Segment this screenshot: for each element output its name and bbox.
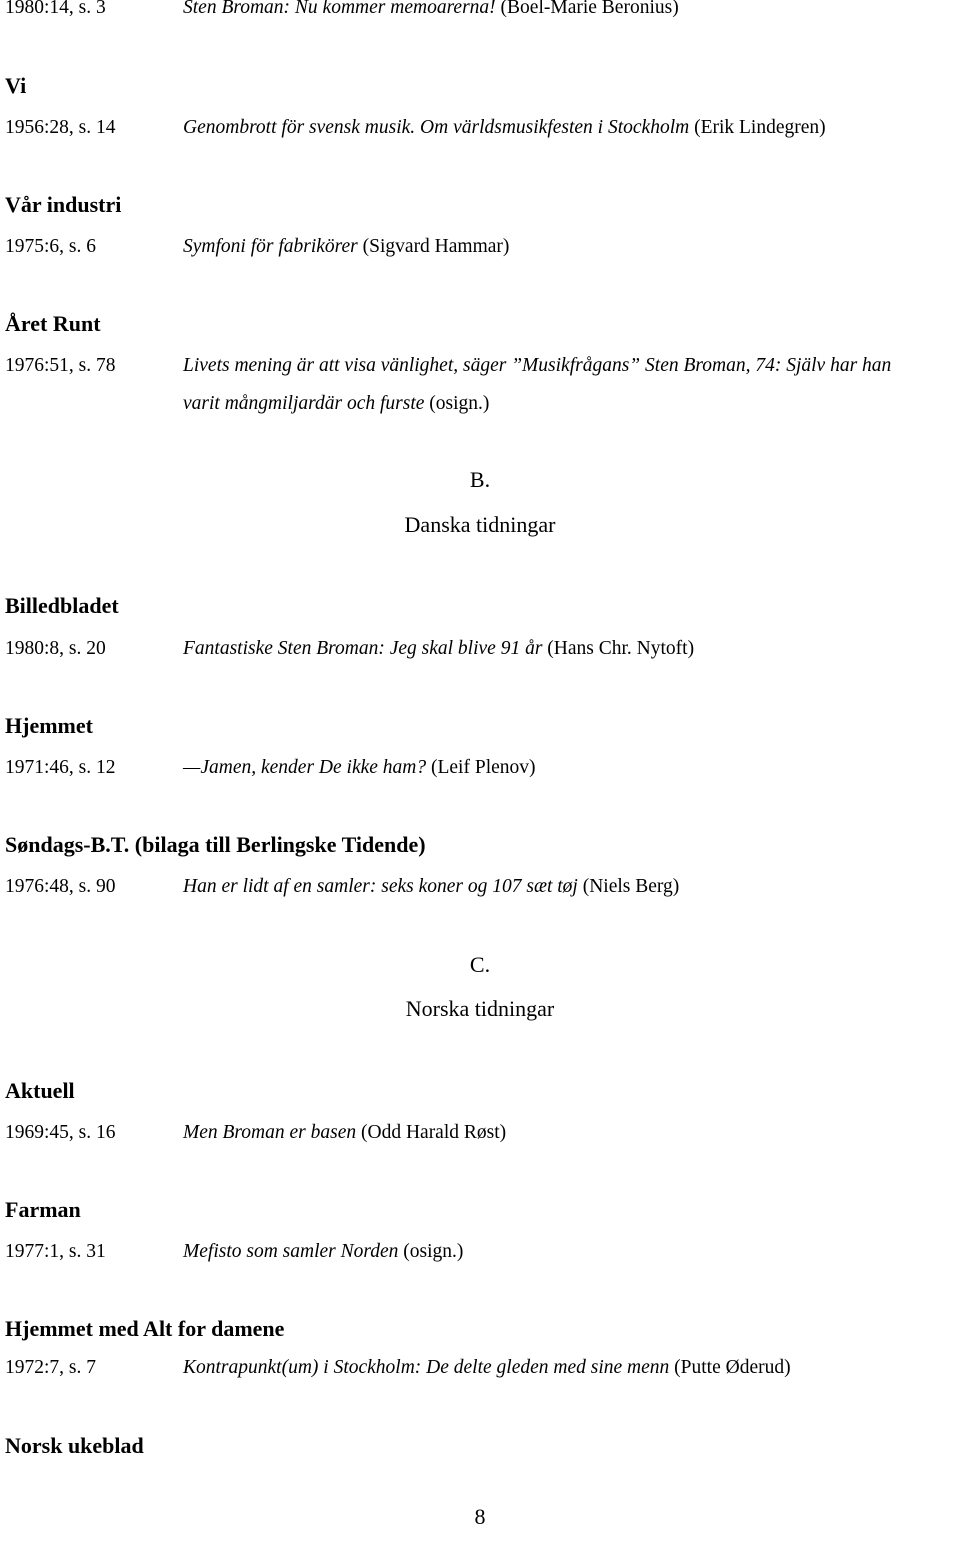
section-title-danska: Danska tidningar xyxy=(404,512,556,537)
section-letter-c: C. xyxy=(469,952,491,977)
entry-title-line xyxy=(183,1350,791,1386)
entry-title-line xyxy=(183,750,536,786)
entry-title: Symfoni för fabrikörer xyxy=(183,236,358,257)
entry-reference: 1980:14, s. 3 xyxy=(5,0,106,18)
publication-heading-hjemmet: Hjemmet xyxy=(5,713,93,738)
publication-heading-var-industri: Vår industri xyxy=(5,192,122,217)
entry-author: (Niels Berg) xyxy=(582,876,680,897)
entry-reference: 1976:51, s. 78 xyxy=(5,355,116,376)
entry-title-line xyxy=(183,229,509,265)
entry-author: (Leif Plenov) xyxy=(431,757,536,778)
page-number: 8 xyxy=(474,1504,486,1529)
entry-reference: 1972:7, s. 7 xyxy=(5,1357,97,1378)
publication-heading-sondags-bt: Søndags-B.T. (bilaga till Berlingske Tidende) xyxy=(5,832,426,857)
entry-title: Men Broman er basen xyxy=(183,1122,357,1143)
entry-author: (osign.) xyxy=(429,393,490,414)
publication-heading-farman: Farman xyxy=(5,1197,81,1222)
entry-title: Sten Broman: Nu kommer memoarerna! xyxy=(183,0,496,18)
entry-title: Fantastiske Sten Broman: Jeg skal blive 91 år xyxy=(183,638,543,659)
publication-heading-vi: Vi xyxy=(5,73,27,98)
entry-title: Livets mening är att visa vänlighet, säger ”Musikfrågans” Sten Broman, 74: Själv har han xyxy=(183,355,892,376)
entry-reference: 1977:1, s. 31 xyxy=(5,1241,106,1262)
entry-title-line xyxy=(183,1234,463,1270)
entry-author: (Hans Chr. Nytoft) xyxy=(547,638,695,659)
publication-heading-billedbladet: Billedbladet xyxy=(5,593,119,618)
entry-title: Mefisto som samler Norden xyxy=(183,1241,399,1262)
entry-title: —Jamen, kender De ikke ham? xyxy=(183,757,427,778)
entry-reference: 1956:28, s. 14 xyxy=(5,117,116,138)
publication-heading-hjemmet-alt: Hjemmet med Alt for damene xyxy=(5,1316,285,1341)
entry-reference: 1969:45, s. 16 xyxy=(5,1122,116,1143)
entry-title-line xyxy=(183,348,891,384)
publication-heading-aret-runt: Året Runt xyxy=(5,311,101,336)
entry-title: Genombrott för svensk musik. Om världsmusikfesten i Stockholm xyxy=(183,117,690,138)
entry-author: (Sigvard Hammar) xyxy=(362,236,510,257)
entry-title-cont: varit mångmiljardär och furste xyxy=(183,393,425,414)
entry-reference: 1976:48, s. 90 xyxy=(5,876,116,897)
publication-heading-norsk-ukeblad: Norsk ukeblad xyxy=(5,1433,144,1458)
entry-title-line xyxy=(183,0,679,26)
entry-author: (osign.) xyxy=(403,1241,464,1262)
entry-title-line xyxy=(183,110,826,146)
entry-reference: 1975:6, s. 6 xyxy=(5,236,97,257)
entry-reference: 1980:8, s. 20 xyxy=(5,638,106,659)
publication-heading-aktuell: Aktuell xyxy=(5,1078,75,1103)
entry-title: Han er lidt af en samler: seks koner og 107 sæt tøj xyxy=(183,876,578,897)
entry-title: Kontrapunkt(um) i Stockholm: De delte gleden med sine menn xyxy=(183,1357,670,1378)
entry-author: (Erik Lindegren) xyxy=(694,117,826,138)
entry-title-line xyxy=(183,869,679,905)
section-title-norska: Norska tidningar xyxy=(405,996,555,1021)
entry-author: (Putte Øderud) xyxy=(674,1357,791,1378)
entry-author: (Boel-Marie Beronius) xyxy=(500,0,679,18)
entry-title-continuation xyxy=(183,386,489,422)
entry-title-line xyxy=(183,1115,506,1151)
section-letter-b: B. xyxy=(469,467,491,492)
entry-author: (Odd Harald Røst) xyxy=(361,1122,507,1143)
entry-title-line xyxy=(183,631,694,667)
entry-reference: 1971:46, s. 12 xyxy=(5,757,116,778)
